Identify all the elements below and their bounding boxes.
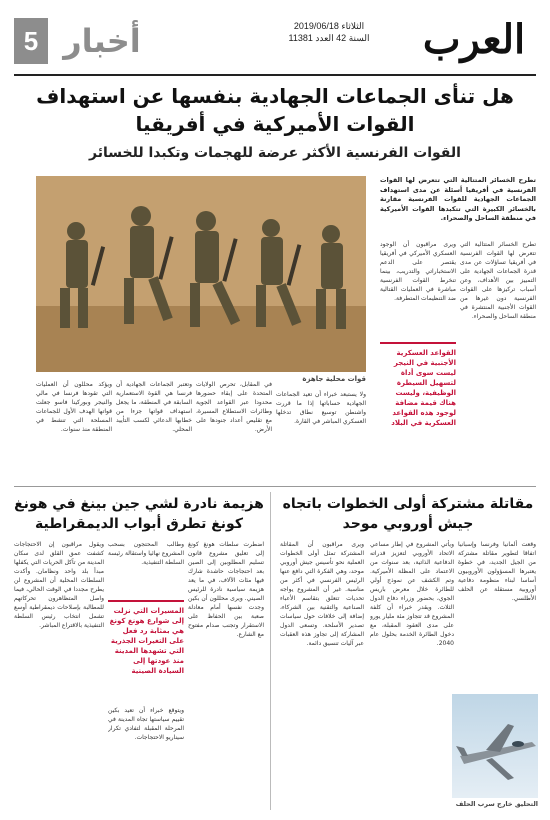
story3-column-2: وطالب المحتجون بسحب المشروع نهائيا واستقالة رئيسة السلطة التنفيذية. <box>108 541 184 566</box>
story3-column-4: ويتوقع خبراء أن تعيد بكين تقييم سياستها تجاه المدينة في المرحلة المقبلة لتفادي تكرار سيناريو الاحتجاجات. <box>108 707 184 741</box>
lead-column-1: تطرح الخسائر المتتالية التي تتعرض لها القوات الفرنسية في أفريقيا تساؤلات عن مدى قدرة الجماعات الجهادية على التمييز بين الأهداف، وعن أسباب تركيزها على القوات الفرنسية دون غيرها من القوات الأجنبية المنتشرة في منطقة الساحل والصحراء. <box>460 241 536 320</box>
date-line: الثلاثاء 2019/06/18 <box>293 21 365 31</box>
story3-pullquote: المسيرات التي نزلت إلى شوارع هونغ كونغ هي بمثابة رد فعل على التغيرات الجذرية التي تشهدها المدينة منذ عودتها إلى السيادة الصينية <box>108 600 184 700</box>
fighter-jet-illustration <box>452 694 538 798</box>
lead-subhead: القوات الفرنسية الأكثر عرضة للهجمات وتكبدا للخسائر <box>89 145 461 161</box>
soldiers-illustration <box>36 176 366 372</box>
soldiers-photo <box>36 176 366 372</box>
story2-headline: مقاتلة مشتركة أولى الخطوات باتجاه جيش أوروبي موحد <box>282 496 534 532</box>
newspaper-logo: العرب <box>422 16 526 63</box>
section-marker <box>14 18 154 64</box>
jet-photo-caption: التحليق خارج سرب الحلف <box>455 800 538 808</box>
lead-column-4: وتعتبر الجماعات الجهادية أن فرنسا هي القوة الاستعمارية السابقة في المنطقة، ما يجعل استهداف قواتها جزءا من خطابها الدعائي لكسب التأييد المحلي. <box>116 381 192 433</box>
section-name: أخبار <box>63 22 141 60</box>
story3-headline: هزيمة نادرة لشي جين بينغ في هونغ كونغ تطرق أبواب الديمقراطية <box>14 496 264 532</box>
lead-headline: هل تنأى الجماعات الجهادية بنفسها عن استهداف القوات الأميركية في أفريقيا <box>36 84 514 136</box>
lead-column-2: ويرى مراقبون أن الوجود العسكري الأميركي في أفريقيا يقتصر على الدعم الاستخباراتي والتدريب، بينما تنخرط القوات الفرنسية مباشرة في العمليات القتالية ضد التنظيمات المتطرفة. <box>380 241 456 302</box>
section-divider <box>14 486 536 487</box>
issue-line: السنة 42 العدد 11381 <box>288 33 370 43</box>
issue-info <box>254 20 404 44</box>
lead-column-6: ولا يستبعد خبراء أن تعيد الجماعات الجهادية حساباتها إذا ما قررت واشنطن توسيع نطاق تدخلها العسكري المباشر في القارة. <box>276 391 366 425</box>
story2-column-3: ويرى مراقبون أن المقاتلة المشتركة تمثل أولى الخطوات العملية نحو تأسيس جيش أوروبي موحد، وهي الفكرة التي دافع عنها الرئيس الفرنسي في أكثر من مناسبة. غير أن المشروع يواجه تحديات تتعلق بتقاسم الأعباء الصناعية والتقنية بين الشركاء، إضافة إلى خلافات حول سياسات تصدير الأسلحة. وتسعى الدول المشاركة إلى تجاوز هذه العقبات عبر آليات تنسيق دائمة. <box>280 541 364 647</box>
lead-column-5: في المقابل، تحرص الولايات المتحدة على إبقاء حضورها محدودا عبر القواعد الجوية وطائرات الاستطلاع المسيرة، مع تقليص أعداد جنودها على الأرض. <box>196 381 272 433</box>
masthead <box>0 0 550 80</box>
story-divider <box>270 492 271 810</box>
lead-column-3: ويؤكد محللون أن العمليات التي تقودها فرنسا في مالي والنيجر وبوركينا فاسو جعلت قواتها الهدف الأول للجماعات المسلحة التي تنشط في المنطقة منذ سنوات. <box>36 381 112 433</box>
section-number: 5 <box>14 18 48 64</box>
lead-intro: تطرح الخسائر المتتالية التي تتعرض لها القوات الفرنسية في أفريقيا أسئلة عن مدى استهداف الجماعات الجهادية للقوات الفرنسية مقارنة بالخسائر الكبيرة التي تتكبدها القوات الأميركية في منطقة الساحل والصحراء. <box>380 176 536 222</box>
masthead-divider <box>14 74 536 76</box>
story3-column-3: ويقول مراقبون إن الاحتجاجات كشفت عمق القلق لدى سكان المدينة من تآكل الحريات التي يكفلها مبدأ بلد واحد ونظامان. وأكدت السلطات المحلية أن المشروع لن يطرح مجددا في الوقت الحالي، فيما واصل المتظاهرون تحركاتهم للمطالبة بإصلاحات ديمقراطية أوسع تشمل انتخاب رئيس السلطة التنفيذية بالاقتراع المباشر. <box>14 541 104 629</box>
fighter-jet-photo <box>452 694 538 798</box>
story2-column-2: ويأتي المشروع في إطار مساعي الاتحاد الأوروبي لتعزيز قدراته الدفاعية الذاتية، بعد سنوات من الاعتماد على المظلة الأميركية. وتم الكشف عن نموذج أولي للطائرة خلال معرض باريس الجوي، بحضور وزراء دفاع الدول الثلاث. ويقدر خبراء أن كلفة المشروع قد تتجاوز مئة مليار يورو على مدى العقود المقبلة، مع دخول الطائرة الخدمة بحلول عام 2040. <box>370 541 454 647</box>
story3-column-1: اضطرت سلطات هونغ كونغ إلى تعليق مشروع قانون تسليم المطلوبين إلى الصين بعد احتجاجات حاشدة شارك فيها مئات الآلاف، في ما يعد هزيمة سياسية نادرة للرئيس الصيني. ويرى محللون أن بكين وجدت نفسها أمام معادلة صعبة بين الحفاظ على الاستقرار وتجنب صدام مفتوح مع الشارع. <box>188 541 264 638</box>
story2-column-1: وقعت ألمانيا وفرنسا وإسبانيا اتفاقا لتطوير مقاتلة مشتركة من الجيل الجديد، في خطوة يعتبرها المسؤولون الأوروبيون أساسا لبناء منظومة دفاعية أوروبية مستقلة عن الحلف الأطلسي. <box>458 541 536 602</box>
lead-pullquote: القواعد العسكرية الأجنبية في النيجر ليست سوى أداة لتسهيل السيطرة الوظيفية، وليست هناك قيمة مضافة لوجود هذه القواعد العسكرية في البلاد <box>380 342 456 440</box>
photo-caption: قوات محلية جاهزة <box>302 375 366 383</box>
